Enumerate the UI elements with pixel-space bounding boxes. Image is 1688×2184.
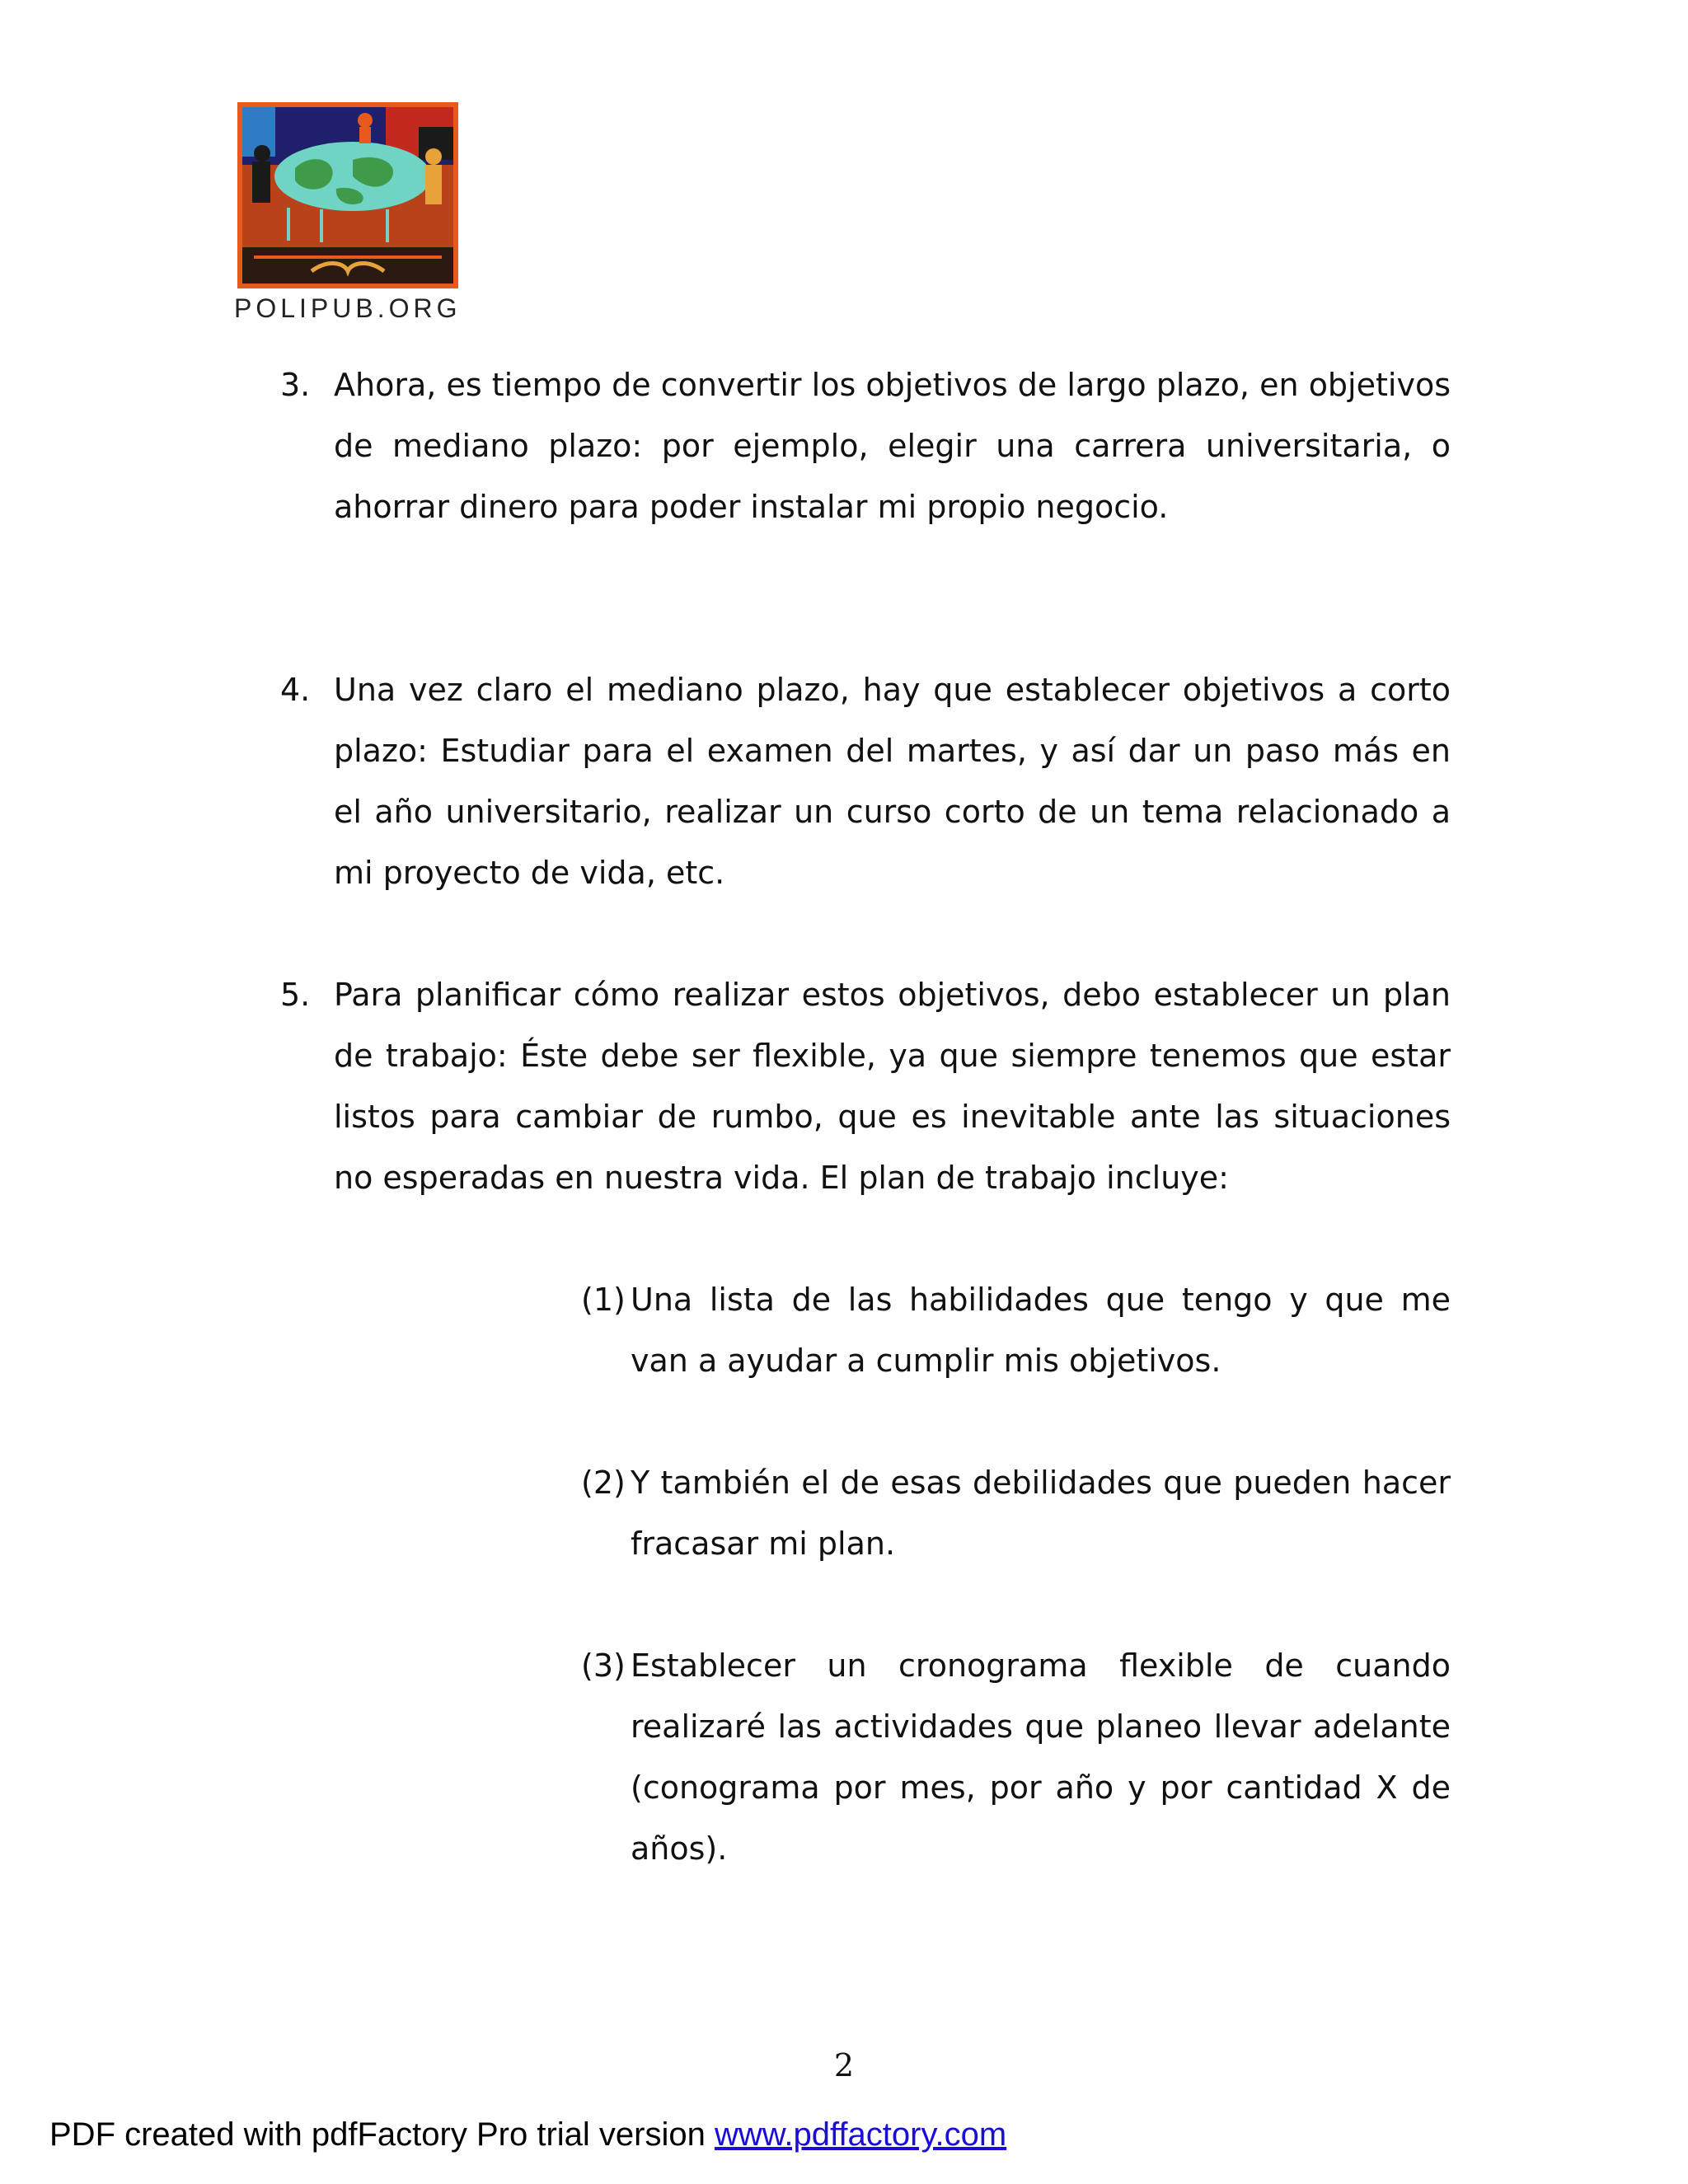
logo-illustration-icon xyxy=(237,102,458,288)
page-number: 2 xyxy=(833,2047,855,2083)
list-item xyxy=(280,354,1451,537)
pdffactory-link[interactable]: www.pdffactory.com xyxy=(714,2116,1007,2153)
list-item-number: 3. xyxy=(280,367,311,403)
sub-list-item-text: Y también el de esas debilidades que pueden hacer fracasar mi plan. xyxy=(631,1465,1451,1562)
list-item-number: 4. xyxy=(280,672,311,708)
list-item-text: Ahora, es tiempo de convertir los objetivos de largo plazo, en objetivos de mediano plazo: por ejemplo, elegir una carrera universitaria, o ahorrar dinero para poder instalar mi propio negocio. xyxy=(334,367,1451,525)
list-item xyxy=(280,964,1451,1208)
sub-list-item-number: (3) xyxy=(581,1647,626,1684)
sub-list-item-text: Una lista de las habilidades que tengo y que me van a ayudar a cumplir mis objetivos. xyxy=(631,1282,1451,1379)
footer-text: PDF created with pdfFactory Pro trial version xyxy=(49,2116,715,2153)
pdf-footer xyxy=(49,2116,1006,2154)
list-item xyxy=(280,659,1451,903)
sub-list-item-text: Establecer un cronograma flexible de cuando realizaré las actividades que planeo llevar adelante (conograma por mes, por año y por cantidad X de años). xyxy=(631,1647,1451,1867)
polipub-logo xyxy=(237,102,458,288)
list-item-text: Para planificar cómo realizar estos objetivos, debo establecer un plan de trabajo: Éste debe ser flexible, ya que siempre tenemos que estar listos para cambiar de rumbo, que es inevitable ante las situaciones no esperadas en nuestra vida. El plan de trabajo incluye: xyxy=(334,977,1451,1196)
document-body xyxy=(280,354,1451,1940)
sub-list-item-number: (2) xyxy=(581,1465,626,1501)
logo-caption: POLIPUB.ORG xyxy=(234,293,462,323)
list-item-number: 5. xyxy=(280,977,311,1013)
list-item-text: Una vez claro el mediano plazo, hay que establecer objetivos a corto plazo: Estudiar para el examen del martes, y así dar un paso más en el año universitario, realizar un curso corto de un tema relacionado a mi proyecto de vida, etc. xyxy=(334,672,1451,891)
sub-list-item xyxy=(581,1452,1451,1574)
sub-list-item xyxy=(581,1635,1451,1879)
sub-list-item-number: (1) xyxy=(581,1282,626,1318)
sub-list-item xyxy=(581,1269,1451,1391)
